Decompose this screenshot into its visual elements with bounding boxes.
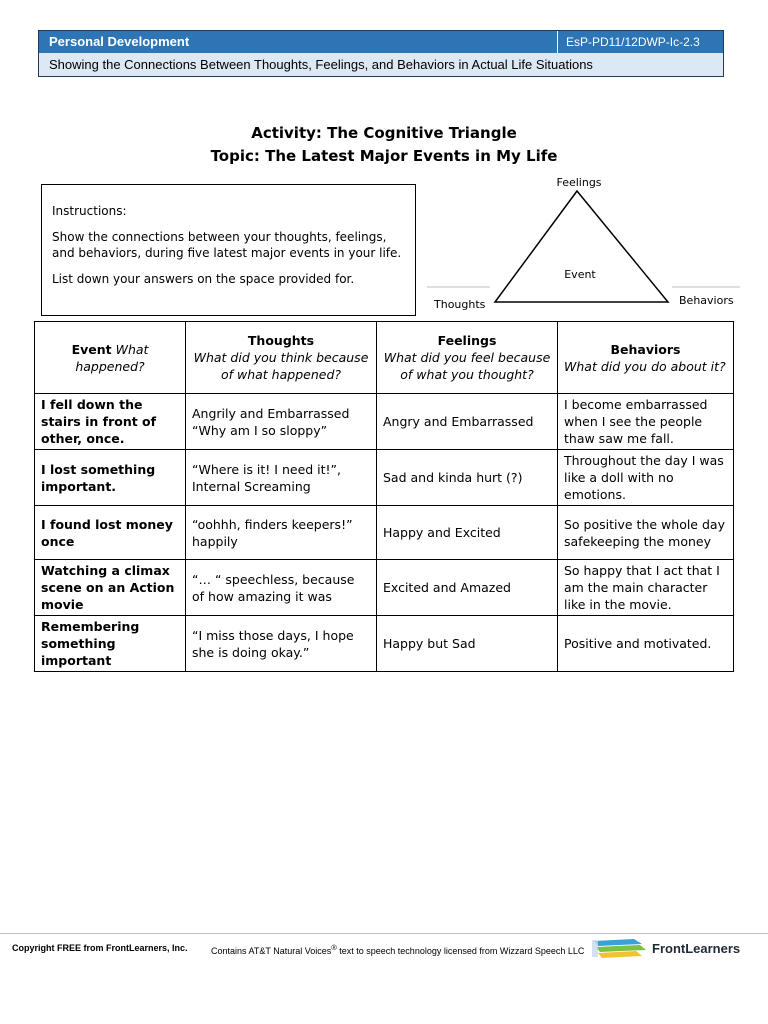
behaviors-cell[interactable]: Throughout the day I was like a doll with no emotions. bbox=[558, 450, 734, 506]
table-row bbox=[35, 616, 734, 672]
table-row bbox=[35, 394, 734, 450]
header-thoughts bbox=[186, 322, 377, 394]
tts-notice-b: text to speech technology licensed from Wizzard Speech LLC bbox=[336, 946, 585, 956]
behaviors-cell[interactable]: So happy that I act that I am the main character like in the movie. bbox=[558, 560, 734, 616]
behaviors-label: Behaviors bbox=[679, 294, 734, 307]
feelings-cell[interactable]: Excited and Amazed bbox=[377, 560, 558, 616]
feelings-cell[interactable]: Happy but Sad bbox=[377, 616, 558, 672]
logo-text: FrontLearners bbox=[652, 940, 741, 956]
event-cell[interactable]: Watching a climax scene on an Action movie bbox=[35, 560, 186, 616]
tts-notice bbox=[211, 943, 584, 956]
tts-notice-a: Contains AT&T Natural Voices bbox=[211, 946, 332, 956]
table-header-row bbox=[35, 322, 734, 394]
header-behaviors-title: Behaviors bbox=[610, 341, 681, 357]
behaviors-cell[interactable]: I become embarrassed when I see the people thaw saw me fall. bbox=[558, 394, 734, 450]
event-label: Event bbox=[564, 268, 596, 281]
header-event-title: Event bbox=[71, 341, 112, 357]
header-event bbox=[35, 322, 186, 394]
table-row bbox=[35, 450, 734, 506]
feelings-cell[interactable]: Angry and Embarrassed bbox=[377, 394, 558, 450]
instructions-line2: List down your answers on the space provided for. bbox=[52, 272, 355, 286]
instructions-line1: Show the connections between your thoughts, feelings, and behaviors, during five latest major events in your life. bbox=[52, 230, 402, 260]
triangle-shape bbox=[495, 191, 668, 302]
topic-title: Topic: The Latest Major Events in My Life bbox=[210, 147, 558, 165]
thoughts-cell[interactable]: “Where is it! I need it!”, Internal Screaming bbox=[186, 450, 377, 506]
thoughts-cell[interactable]: “oohhh, finders keepers!” happily bbox=[186, 506, 377, 560]
behaviors-cell[interactable]: So positive the whole day safekeeping the money bbox=[558, 506, 734, 560]
header-top-row bbox=[39, 31, 723, 53]
instructions-box bbox=[41, 184, 416, 316]
header-feelings bbox=[377, 322, 558, 394]
event-cell[interactable]: I found lost money once bbox=[35, 506, 186, 560]
registered-mark: ® bbox=[331, 943, 337, 952]
header-behaviors bbox=[558, 322, 734, 394]
thoughts-label: Thoughts bbox=[434, 298, 486, 311]
feelings-label: Feelings bbox=[556, 176, 602, 189]
behaviors-cell[interactable]: Positive and motivated. bbox=[558, 616, 734, 672]
thoughts-cell[interactable]: Angrily and Embarrassed “Why am I so sloppy” bbox=[186, 394, 377, 450]
thoughts-cell[interactable]: “I miss those days, I hope she is doing okay.” bbox=[186, 616, 377, 672]
lesson-subtitle: Showing the Connections Between Thoughts, Feelings, and Behaviors in Actual Life Situations bbox=[39, 53, 723, 76]
table-row bbox=[35, 506, 734, 560]
activity-table bbox=[34, 321, 734, 672]
feelings-cell[interactable]: Sad and kinda hurt (?) bbox=[377, 450, 558, 506]
thoughts-cell[interactable]: “… “ speechless, because of how amazing it was bbox=[186, 560, 377, 616]
event-cell[interactable]: I fell down the stairs in front of other, once. bbox=[35, 394, 186, 450]
competency-code: EsP-PD11/12DWP-Ic-2.3 bbox=[557, 31, 723, 53]
copyright-text: Copyright FREE from FrontLearners, Inc. bbox=[12, 943, 188, 953]
header-feelings-question: What did you feel because of what you thought? bbox=[383, 350, 551, 382]
subject-label: Personal Development bbox=[49, 34, 190, 49]
activity-title: Activity: The Cognitive Triangle bbox=[251, 124, 517, 142]
feelings-cell[interactable]: Happy and Excited bbox=[377, 506, 558, 560]
header-behaviors-question: What did you do about it? bbox=[564, 358, 726, 374]
header-thoughts-title: Thoughts bbox=[247, 333, 315, 348]
event-cell[interactable]: I lost something important. bbox=[35, 450, 186, 506]
header-feelings-title: Feelings bbox=[437, 333, 497, 348]
instructions-heading: Instructions: bbox=[52, 204, 127, 218]
event-cell[interactable]: Remembering something important bbox=[35, 616, 186, 672]
table-row bbox=[35, 560, 734, 616]
logo-mark-icon bbox=[590, 937, 648, 959]
frontlearners-logo[interactable] bbox=[590, 934, 760, 962]
header-banner bbox=[38, 30, 724, 77]
header-thoughts-question: What did you think because of what happened? bbox=[193, 350, 369, 382]
cognitive-triangle-diagram bbox=[422, 170, 744, 318]
header-event-question: What happened? bbox=[75, 341, 149, 374]
